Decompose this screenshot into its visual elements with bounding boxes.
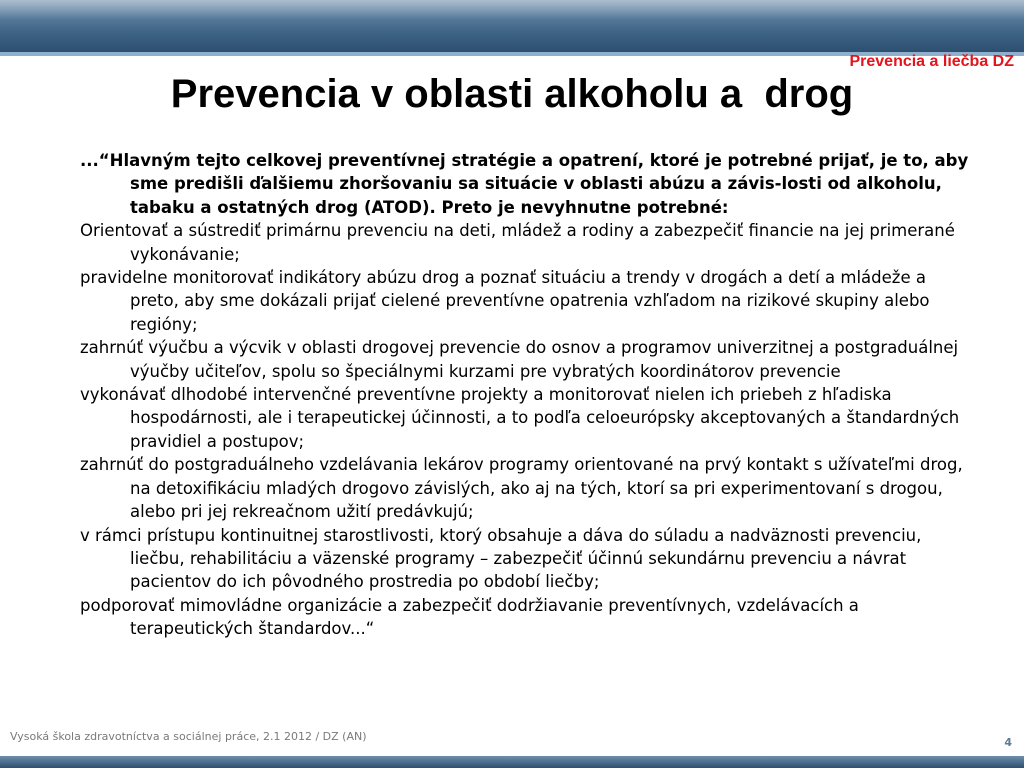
header-shine bbox=[0, 0, 1024, 20]
list-item: vykonávať dlhodobé intervenčné preventívne projekty a monitorovať nielen ich priebeh z hľadiska hospodárnosti, ale i terapeutickej účinnosti, a to podľa celoeurópsky akceptovaných a štandardných pravidiel a postupov; bbox=[80, 385, 960, 451]
footer-banner bbox=[0, 756, 1024, 768]
header-banner bbox=[0, 0, 1024, 52]
header-label: Prevencia a liečba DZ bbox=[849, 53, 1014, 70]
intro-paragraph: ...“Hlavným tejto celkovej preventívnej stratégie a opatrení, ktoré je potrebné prijať, je to, aby sme predišli ďalšiemu zhoršovaniu sa situácie v oblasti abúzu a závis-losti od alkoholu, tabaku a ostatných drog (ATOD). Preto je nevyhnutne potrebné: bbox=[80, 151, 969, 217]
footer-text: Vysoká škola zdravotníctva a sociálnej práce, 2.1 2012 / DZ (AN) bbox=[10, 730, 367, 743]
list-item: zahrnúť výučbu a výcvik v oblasti drogovej prevencie do osnov a programov univerzitnej a postgraduálnej výučby učiteľov, spolu so špeciálnymi kurzami pre vybratých koordinátorov prevencie bbox=[80, 338, 959, 381]
list-item: Orientovať a sústrediť primárnu prevenciu na deti, mládež a rodiny a zabezpečiť financie na jej primerané vykonávanie; bbox=[80, 221, 955, 264]
list-item: podporovať mimovládne organizácie a zabezpečiť dodržiavanie preventívnych, vzdelávacích a terapeutických štandardov...“ bbox=[80, 595, 859, 639]
list-item: zahrnúť do postgraduálneho vzdelávania lekárov programy orientované na prvý kontakt s užívateľmi drog, na detoxifikáciu mladých drogovo závislých, ako aj na tých, ktorí sa pri experimentovaní s drogou, alebo pri jej rekreačnom užití predávkujú; bbox=[80, 455, 963, 522]
slide-title: Prevencia v oblasti alkoholu a drog bbox=[170, 72, 854, 116]
slide-body bbox=[80, 149, 980, 641]
list-item: pravidelne monitorovať indikátory abúzu drog a poznať situáciu a trendy v drogách a detí a mládeže a preto, aby sme dokázali prijať cielené preventívne opatrenia vzhľadom na rizikové skupiny alebo regióny; bbox=[80, 268, 930, 334]
page-number: 4 bbox=[1004, 736, 1012, 749]
list-item: v rámci prístupu kontinuitnej starostlivosti, ktorý obsahuje a dáva do súladu a nadväznosti prevenciu, liečbu, rehabilitáciu a väzenské programy – zabezpečiť účinnú sekundárnu prevenciu a návrat pacientov do ich pôvodného prostredia po období liečby; bbox=[80, 525, 922, 592]
